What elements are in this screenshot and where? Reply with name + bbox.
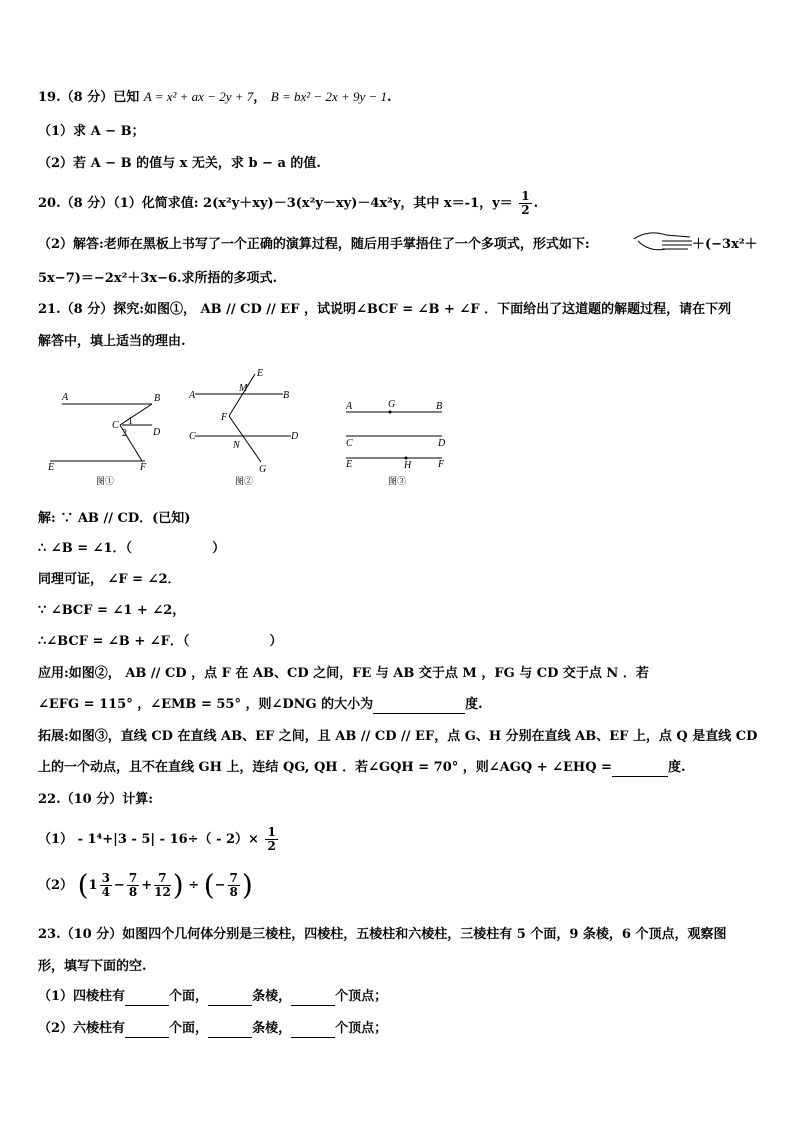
fig2-label-n: N bbox=[233, 440, 240, 451]
q21-extension-line2: 上的一个动点，且不在直线 GH 上，连结 QG, QH ．若∠GQH = 70° ，则∠AGQ + ∠EHQ = 度. bbox=[38, 760, 686, 775]
q19-line1: 19.（8 分）已知 A = x² + ax − 2y + 7， B = bx² − 2x + 9y − 1. bbox=[38, 89, 392, 105]
fig2-label-e: E bbox=[257, 368, 264, 379]
q23-row2: （2）六棱柱有 个面， 条棱， 个顶点； bbox=[38, 1021, 388, 1036]
fig2-label-m: M bbox=[239, 383, 248, 394]
fig2-label-f: F bbox=[221, 412, 228, 423]
fig1-angle-2: 2 bbox=[122, 428, 127, 439]
q22-head: 22.（10 分）计算: bbox=[38, 792, 154, 807]
fig1-label-e: E bbox=[48, 462, 55, 473]
fig1-label-a: A bbox=[62, 392, 69, 403]
q21-step4: ∵ ∠BCF = ∠1 + ∠2， bbox=[38, 603, 186, 618]
answer-blank-edges-4[interactable] bbox=[208, 991, 252, 1006]
fig3-label-d: D bbox=[438, 438, 446, 449]
fig2-label-d: D bbox=[291, 431, 299, 442]
q20-line1: 20.（8 分）（1）化简求值: 2(x²y＋xy)－3(x²y－xy)－4x²y，其中 x＝-1，y＝ $\frac{1}{2}$ . bbox=[38, 189, 539, 217]
answer-blank-vertices-6[interactable] bbox=[291, 1023, 335, 1038]
figure-3 bbox=[340, 390, 460, 490]
q23-line2: 形，填写下面的空. bbox=[38, 959, 147, 974]
fig1-label-b: B bbox=[154, 393, 161, 404]
answer-blank-faces-6[interactable] bbox=[125, 1023, 169, 1038]
q21-step3: 同理可证， ∠F = ∠2． bbox=[38, 572, 181, 587]
q21-application-line1: 应用:如图②， AB // CD ，点 F 在 AB、CD 之间，FE 与 AB 交于点 M ，FG 与 CD 交于点 N ．若 bbox=[38, 666, 649, 681]
fig1-label-c: C bbox=[112, 420, 119, 431]
q21-step2: ∴ ∠B = ∠1．（ ） bbox=[38, 541, 226, 556]
q21-extension-line1: 拓展:如图③，直线 CD 在直线 AB、EF 之间，且 AB // CD // EF，点 G、H 分别在直线 AB、EF 上，点 Q 是直线 CD bbox=[38, 729, 758, 744]
fig2-label-a: A bbox=[189, 390, 196, 401]
q20-line2-tail: ＋(−3x²＋ bbox=[692, 237, 758, 252]
fig3-caption: 图③ bbox=[388, 476, 407, 486]
fig2-caption: 图② bbox=[235, 476, 254, 486]
fig3-label-e: E bbox=[346, 459, 353, 470]
q21-step5: ∴∠BCF = ∠B + ∠F．（ ） bbox=[38, 634, 283, 649]
q20-line3: 5x−7)＝−2x²＋3x−6.求所捂的多项式. bbox=[38, 271, 278, 286]
q23-row1: （1）四棱柱有 个面， 条棱， 个顶点； bbox=[38, 989, 388, 1004]
q22-part2: （2） (1 $\frac{3}{4}$ − $\frac{7}{8}$ + $\frac{7}{12}$ ) ÷ (− $\frac{7}{8}$ ) bbox=[38, 868, 253, 902]
fig3-label-f: F bbox=[438, 459, 445, 470]
answer-blank-vertices-4[interactable] bbox=[291, 991, 335, 1006]
fig3-label-g: G bbox=[388, 399, 396, 410]
q19-expr-b: B = bx² − 2x + 9y − 1 bbox=[270, 89, 388, 104]
fig1-label-f: F bbox=[140, 462, 147, 473]
figure-2 bbox=[183, 366, 313, 490]
q23-line1: 23.（10 分）如图四个几何体分别是三棱柱，四棱柱，五棱柱和六棱柱，三棱柱有 5 个面，9 条棱，6 个顶点，观察图 bbox=[38, 927, 727, 942]
q21-step1: 解: ∵ AB // CD．(已知) bbox=[38, 511, 191, 526]
q20-part2-text: （2）解答:老师在黑板上书写了一个正确的演算过程，随后用手掌捂住了一个多项式，形式如下: bbox=[38, 237, 590, 252]
q22-part1: （1） - 1⁴+|3 - 5| - 16÷（ - 2）× $\frac{1}{2}$ bbox=[38, 825, 276, 853]
q21-line1: 21.（8 分）探究:如图①， AB // CD // EF ，试说明∠BCF = ∠B + ∠F ．下面给出了这道题的解题过程，请在下列 bbox=[38, 302, 732, 317]
q19-head: 19.（8 分）已知 bbox=[38, 90, 140, 105]
answer-blank-edges-6[interactable] bbox=[208, 1023, 252, 1038]
q19-part2: （2）若 A − B 的值与 x 无关，求 b − a 的值. bbox=[38, 156, 321, 171]
q19-part1: （1）求 A − B； bbox=[38, 124, 145, 139]
fig3-label-h: H bbox=[404, 460, 412, 471]
fig2-label-g: G bbox=[259, 464, 267, 475]
fig3-label-b: B bbox=[436, 401, 443, 412]
fig3-label-a: A bbox=[346, 401, 353, 412]
fig1-angle-1: 1 bbox=[128, 416, 133, 427]
answer-blank-agq-ehq[interactable] bbox=[612, 762, 668, 777]
q20-fraction: $\frac{1}{2}$ bbox=[521, 189, 530, 217]
q19-expr-a: A = x² + ax − 2y + 7 bbox=[143, 89, 254, 104]
fig1-caption: 图① bbox=[96, 476, 115, 486]
fig2-label-b: B bbox=[283, 390, 290, 401]
hand-icon bbox=[632, 227, 696, 255]
answer-blank-faces-4[interactable] bbox=[125, 991, 169, 1006]
q21-line2: 解答中，填上适当的理由. bbox=[38, 334, 186, 349]
answer-blank-dng[interactable] bbox=[373, 699, 465, 714]
fig3-label-c: C bbox=[346, 438, 353, 449]
q20-head: 20.（8 分）（1）化简求值: 2(x²y＋xy)－3(x²y－xy)－4x²y，其中 x＝-1，y＝ bbox=[38, 196, 513, 211]
fig2-label-c: C bbox=[189, 431, 196, 442]
q20-line2 bbox=[38, 236, 590, 254]
fig1-label-d: D bbox=[153, 427, 161, 438]
q21-application-line2: ∠EFG = 115° ，∠EMB = 55° ，则∠DNG 的大小为 度. bbox=[38, 697, 483, 712]
figure-1 bbox=[40, 388, 170, 488]
